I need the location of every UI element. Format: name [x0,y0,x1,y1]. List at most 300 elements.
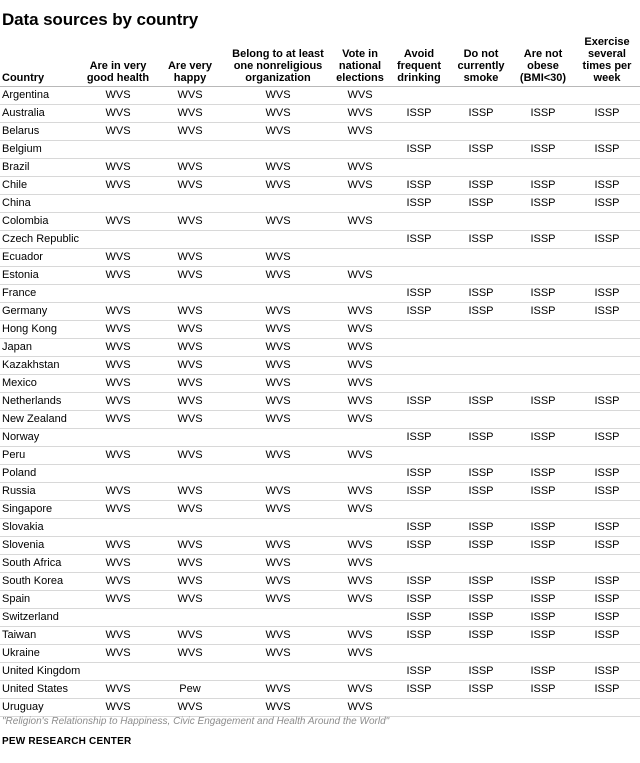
source-cell: WVS [80,249,156,267]
source-cell: ISSP [388,681,450,699]
source-cell: ISSP [388,573,450,591]
source-cell [388,159,450,177]
source-cell [80,609,156,627]
source-cell [156,609,224,627]
table-row [0,123,640,141]
source-cell: WVS [80,627,156,645]
source-cell [80,519,156,537]
source-cell [156,141,224,159]
source-cell [388,357,450,375]
source-cell [388,501,450,519]
source-cell: Pew [156,681,224,699]
source-cell [156,231,224,249]
source-cell: ISSP [450,537,512,555]
source-cell: ISSP [388,177,450,195]
source-cell [450,249,512,267]
source-cell: ISSP [574,105,640,123]
source-cell: ISSP [450,465,512,483]
source-credit: PEW RESEARCH CENTER [2,736,132,747]
page-title: Data sources by country [2,10,199,29]
table-row [0,303,640,321]
table-row [0,393,640,411]
source-cell [574,267,640,285]
source-cell [574,249,640,267]
source-cell: WVS [80,213,156,231]
source-cell [450,339,512,357]
source-cell [332,663,388,681]
source-cell: ISSP [574,537,640,555]
country-cell: Peru [0,447,80,465]
table-row [0,285,640,303]
source-cell [512,159,574,177]
table-row [0,357,640,375]
table-row [0,249,640,267]
source-cell: ISSP [388,609,450,627]
source-cell: WVS [156,447,224,465]
source-cell: WVS [156,249,224,267]
source-cell: WVS [224,681,332,699]
table-row [0,195,640,213]
country-cell: Belarus [0,123,80,141]
source-cell: WVS [224,645,332,663]
source-cell: ISSP [450,429,512,447]
source-cell: ISSP [450,231,512,249]
source-cell [388,87,450,105]
source-cell: WVS [224,501,332,519]
source-cell: ISSP [450,195,512,213]
source-cell: WVS [224,105,332,123]
country-cell: Russia [0,483,80,501]
source-cell: ISSP [450,177,512,195]
table-row [0,213,640,231]
source-cell [574,213,640,231]
source-cell [512,123,574,141]
source-cell [388,213,450,231]
source-cell [512,699,574,717]
source-cell [450,699,512,717]
source-cell: ISSP [512,591,574,609]
source-cell: ISSP [574,393,640,411]
country-cell: Kazakhstan [0,357,80,375]
source-cell: WVS [332,483,388,501]
source-cell: WVS [156,357,224,375]
source-cell [156,195,224,213]
source-cell: ISSP [574,231,640,249]
source-cell: WVS [224,627,332,645]
source-cell: WVS [156,699,224,717]
source-cell: WVS [332,681,388,699]
table-header-row [0,36,640,87]
source-cell: WVS [332,627,388,645]
source-cell: WVS [332,213,388,231]
source-cell [512,501,574,519]
source-cell [450,123,512,141]
table-row [0,483,640,501]
source-cell: ISSP [512,141,574,159]
source-cell [512,339,574,357]
source-cell: WVS [332,177,388,195]
source-cell: ISSP [388,465,450,483]
table-row [0,141,640,159]
source-cell: ISSP [388,663,450,681]
country-cell: Argentina [0,87,80,105]
source-cell [156,429,224,447]
source-cell [574,339,640,357]
source-cell [450,375,512,393]
column-header: Are very happy [156,36,224,87]
source-cell: ISSP [512,195,574,213]
table-row [0,555,640,573]
source-cell [80,285,156,303]
source-cell: WVS [156,537,224,555]
source-cell: WVS [156,105,224,123]
source-cell: WVS [332,645,388,663]
source-cell [224,609,332,627]
source-cell: WVS [224,447,332,465]
table-row [0,339,640,357]
country-cell: United States [0,681,80,699]
source-cell: WVS [224,339,332,357]
table-row [0,375,640,393]
source-cell: ISSP [574,141,640,159]
source-cell: ISSP [574,609,640,627]
source-cell: WVS [156,177,224,195]
country-cell: Slovakia [0,519,80,537]
source-cell: ISSP [512,537,574,555]
source-cell: ISSP [512,663,574,681]
source-cell [574,645,640,663]
source-cell: WVS [332,573,388,591]
source-cell: WVS [80,699,156,717]
column-header: Vote in national elections [332,36,388,87]
source-cell: ISSP [574,429,640,447]
source-cell: ISSP [512,627,574,645]
source-cell: WVS [80,303,156,321]
country-cell: Germany [0,303,80,321]
source-cell: ISSP [388,537,450,555]
source-cell: WVS [224,213,332,231]
source-cell [332,249,388,267]
source-cell [80,465,156,483]
source-cell [332,141,388,159]
source-cell: WVS [332,105,388,123]
source-cell: WVS [80,501,156,519]
source-cell: ISSP [574,195,640,213]
country-cell: New Zealand [0,411,80,429]
source-cell: WVS [224,483,332,501]
source-cell: ISSP [388,393,450,411]
source-cell: ISSP [388,231,450,249]
source-cell: WVS [224,357,332,375]
table-row [0,231,640,249]
table-row [0,159,640,177]
table-row [0,411,640,429]
country-cell: China [0,195,80,213]
source-cell: WVS [332,339,388,357]
source-cell [512,267,574,285]
source-cell: WVS [80,645,156,663]
source-cell [156,285,224,303]
source-cell: WVS [224,573,332,591]
source-cell: WVS [156,375,224,393]
country-cell: Switzerland [0,609,80,627]
source-cell: WVS [332,699,388,717]
source-cell [450,645,512,663]
footnote: "Religion's Relationship to Happiness, Civic Engagement and Health Around the World" [2,716,390,727]
source-cell: ISSP [450,483,512,501]
source-cell: WVS [156,501,224,519]
source-cell [512,375,574,393]
source-cell [574,501,640,519]
source-cell: WVS [156,645,224,663]
source-cell: WVS [332,159,388,177]
table-row [0,573,640,591]
source-cell: ISSP [512,231,574,249]
source-cell: WVS [224,177,332,195]
source-cell: WVS [224,699,332,717]
source-cell: WVS [80,357,156,375]
source-cell [80,141,156,159]
data-sources-table [0,36,640,717]
source-cell: WVS [80,681,156,699]
source-cell [80,429,156,447]
source-cell [574,555,640,573]
table-row [0,609,640,627]
country-cell: Colombia [0,213,80,231]
source-cell [224,429,332,447]
source-cell: WVS [332,501,388,519]
source-cell [512,555,574,573]
source-cell: WVS [224,267,332,285]
source-cell: ISSP [574,303,640,321]
country-cell: United Kingdom [0,663,80,681]
source-cell: WVS [80,537,156,555]
source-cell: ISSP [388,627,450,645]
source-cell: WVS [80,267,156,285]
source-cell: ISSP [450,105,512,123]
source-cell [388,645,450,663]
table-row [0,645,640,663]
source-cell: ISSP [512,393,574,411]
source-cell: WVS [156,213,224,231]
table-body [0,87,640,717]
source-cell [574,375,640,393]
source-cell: WVS [80,87,156,105]
column-header: Do not currently smoke [450,36,512,87]
source-cell [512,213,574,231]
source-cell [388,411,450,429]
source-cell [332,465,388,483]
source-cell: WVS [224,321,332,339]
source-cell: ISSP [574,465,640,483]
source-cell [450,87,512,105]
source-cell [388,375,450,393]
source-cell: ISSP [512,573,574,591]
source-cell: ISSP [388,483,450,501]
source-cell [574,699,640,717]
table-row [0,663,640,681]
country-cell: South Africa [0,555,80,573]
source-cell: ISSP [450,573,512,591]
country-cell: Japan [0,339,80,357]
source-cell: ISSP [388,429,450,447]
source-cell: WVS [332,123,388,141]
source-cell [388,447,450,465]
source-cell: WVS [332,537,388,555]
source-cell [574,411,640,429]
table-row [0,627,640,645]
source-cell [224,141,332,159]
table-row [0,465,640,483]
source-cell: ISSP [450,681,512,699]
country-cell: Ecuador [0,249,80,267]
source-cell: ISSP [574,591,640,609]
source-cell [512,411,574,429]
table-row [0,87,640,105]
table-row [0,681,640,699]
source-cell: ISSP [512,681,574,699]
source-cell: ISSP [574,519,640,537]
source-cell: ISSP [450,285,512,303]
source-cell [224,519,332,537]
source-cell: WVS [224,555,332,573]
source-cell: WVS [224,159,332,177]
source-cell [450,321,512,339]
source-cell: ISSP [512,465,574,483]
column-header: Belong to at least one nonreligious organization [224,36,332,87]
country-cell: Netherlands [0,393,80,411]
source-cell [512,249,574,267]
source-cell: WVS [80,105,156,123]
source-cell: ISSP [388,195,450,213]
country-cell: Hong Kong [0,321,80,339]
source-cell [332,231,388,249]
source-cell: WVS [80,177,156,195]
source-cell: ISSP [450,609,512,627]
source-cell: WVS [332,321,388,339]
source-cell: WVS [80,483,156,501]
source-cell: WVS [224,87,332,105]
source-cell: WVS [224,123,332,141]
country-cell: Ukraine [0,645,80,663]
source-cell [224,195,332,213]
source-cell: WVS [80,447,156,465]
source-cell: ISSP [450,627,512,645]
source-cell: ISSP [388,591,450,609]
source-cell [388,339,450,357]
source-cell: WVS [80,375,156,393]
source-cell: WVS [224,411,332,429]
table-row [0,447,640,465]
source-cell: WVS [156,393,224,411]
country-cell: Mexico [0,375,80,393]
source-cell [80,663,156,681]
source-cell: ISSP [388,141,450,159]
source-cell: WVS [156,159,224,177]
source-cell: WVS [156,411,224,429]
source-cell [512,87,574,105]
country-cell: Spain [0,591,80,609]
source-cell: ISSP [574,573,640,591]
source-cell: ISSP [574,285,640,303]
table-row [0,501,640,519]
source-cell: ISSP [512,303,574,321]
country-cell: Uruguay [0,699,80,717]
source-cell: ISSP [450,663,512,681]
country-cell: Belgium [0,141,80,159]
country-cell: Czech Republic [0,231,80,249]
table-row [0,591,640,609]
source-cell: WVS [80,555,156,573]
source-cell [388,555,450,573]
source-cell [224,663,332,681]
country-cell: Australia [0,105,80,123]
source-cell [332,285,388,303]
source-cell: ISSP [388,285,450,303]
source-cell: WVS [80,321,156,339]
source-cell: ISSP [574,681,640,699]
country-cell: Norway [0,429,80,447]
source-cell: WVS [332,303,388,321]
source-cell [156,663,224,681]
source-cell: WVS [224,591,332,609]
source-cell: ISSP [512,609,574,627]
source-cell [574,159,640,177]
column-header: Are not obese (BMI<30) [512,36,574,87]
source-cell: WVS [156,303,224,321]
source-cell: WVS [156,123,224,141]
country-cell: Poland [0,465,80,483]
source-cell: ISSP [512,519,574,537]
source-cell [332,195,388,213]
source-cell [388,321,450,339]
source-cell: ISSP [388,105,450,123]
source-cell: WVS [224,537,332,555]
source-cell [388,699,450,717]
source-cell: ISSP [512,285,574,303]
source-cell: WVS [156,321,224,339]
source-cell: WVS [224,393,332,411]
source-cell: WVS [156,267,224,285]
table-row [0,105,640,123]
source-cell [388,249,450,267]
source-cell: WVS [80,411,156,429]
source-cell [450,213,512,231]
source-cell: ISSP [450,393,512,411]
source-cell [512,321,574,339]
source-cell: WVS [156,555,224,573]
source-cell [512,447,574,465]
country-cell: South Korea [0,573,80,591]
source-cell: WVS [80,159,156,177]
source-cell: ISSP [574,483,640,501]
source-cell [574,321,640,339]
column-header: Exercise several times per week [574,36,640,87]
source-cell: WVS [332,555,388,573]
country-cell: Estonia [0,267,80,285]
source-cell [224,231,332,249]
source-cell [574,87,640,105]
source-cell: WVS [80,339,156,357]
source-cell [388,267,450,285]
table-row [0,429,640,447]
source-cell [512,357,574,375]
source-cell: WVS [80,573,156,591]
table-row [0,321,640,339]
source-cell [156,519,224,537]
column-header-country: Country [0,36,80,87]
source-cell: WVS [332,447,388,465]
